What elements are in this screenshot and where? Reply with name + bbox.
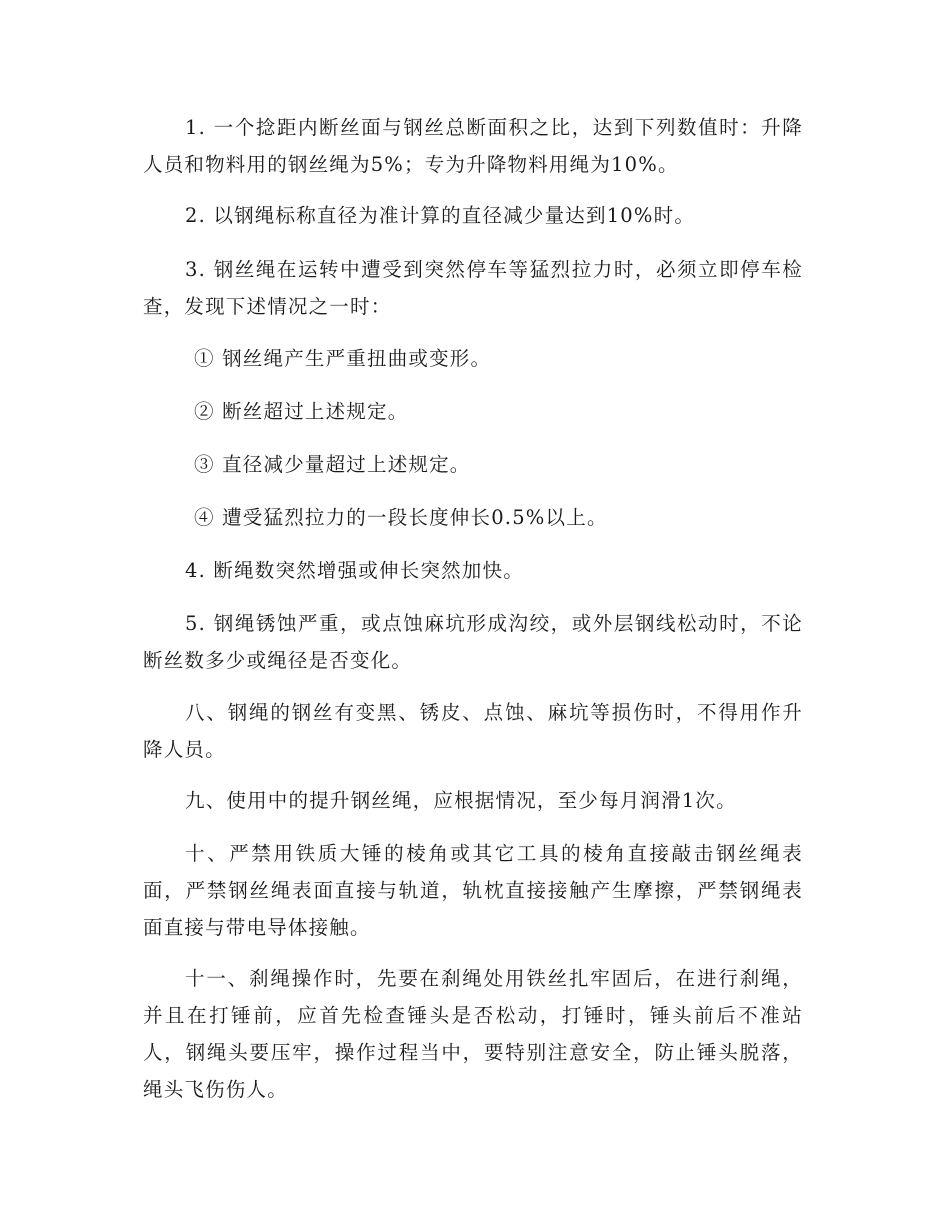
paragraph-item-1: 1. 一个捻距内断丝面与钢丝总断面积之比，达到下列数值时：升降人员和物料用的钢丝绳为5%；专为升降物料用绳为10%。 [143, 116, 803, 176]
paragraph-section-11: 十一、刹绳操作时，先要在刹绳处用铁丝扎牢固后，在进行刹绳，并且在打锤前，应首先检查锤头是否松动，打锤时，锤头前后不准站人，钢绳头要压牢，操作过程当中，要特别注意安全，防止锤头脱落，绳头飞伤伤人。 [143, 967, 803, 1101]
paragraph-section-8: 八、钢绳的钢丝有变黑、锈皮、点蚀、麻坑等损伤时，不得用作升降人员。 [143, 701, 803, 761]
paragraph-section-9: 九、使用中的提升钢丝绳，应根据情况，至少每月润滑1次。 [185, 789, 737, 812]
paragraph-item-4: 4. 断绳数突然增强或伸长突然加快。 [185, 559, 524, 582]
paragraph-section-10: 十、严禁用铁质大锤的棱角或其它工具的棱角直接敲击钢丝绳表面，严禁钢丝绳表面直接与轨道，轨枕直接接触产生摩擦，严禁钢绳表面直接与带电导体接触。 [143, 842, 803, 939]
paragraph-item-3: 3. 钢丝绳在运转中遭受到突然停车等猛烈拉力时，必须立即停车检查，发现下述情况之一时： [143, 258, 803, 318]
sub-item-1: ① 钢丝绳产生严重扭曲或变形。 [194, 347, 492, 370]
sub-item-3: ③ 直径减少量超过上述规定。 [194, 453, 471, 476]
paragraph-item-5: 5. 钢绳锈蚀严重，或点蚀麻坑形成沟绞，或外层钢线松动时，不论断丝数多少或绳径是否变化。 [143, 612, 803, 672]
sub-item-4: ④ 遭受猛烈拉力的一段长度伸长0.5%以上。 [194, 506, 608, 529]
paragraph-item-2: 2. 以钢绳标称直径为准计算的直径减少量达到10%时。 [185, 204, 696, 227]
sub-item-2: ② 断丝超过上述规定。 [194, 400, 409, 423]
